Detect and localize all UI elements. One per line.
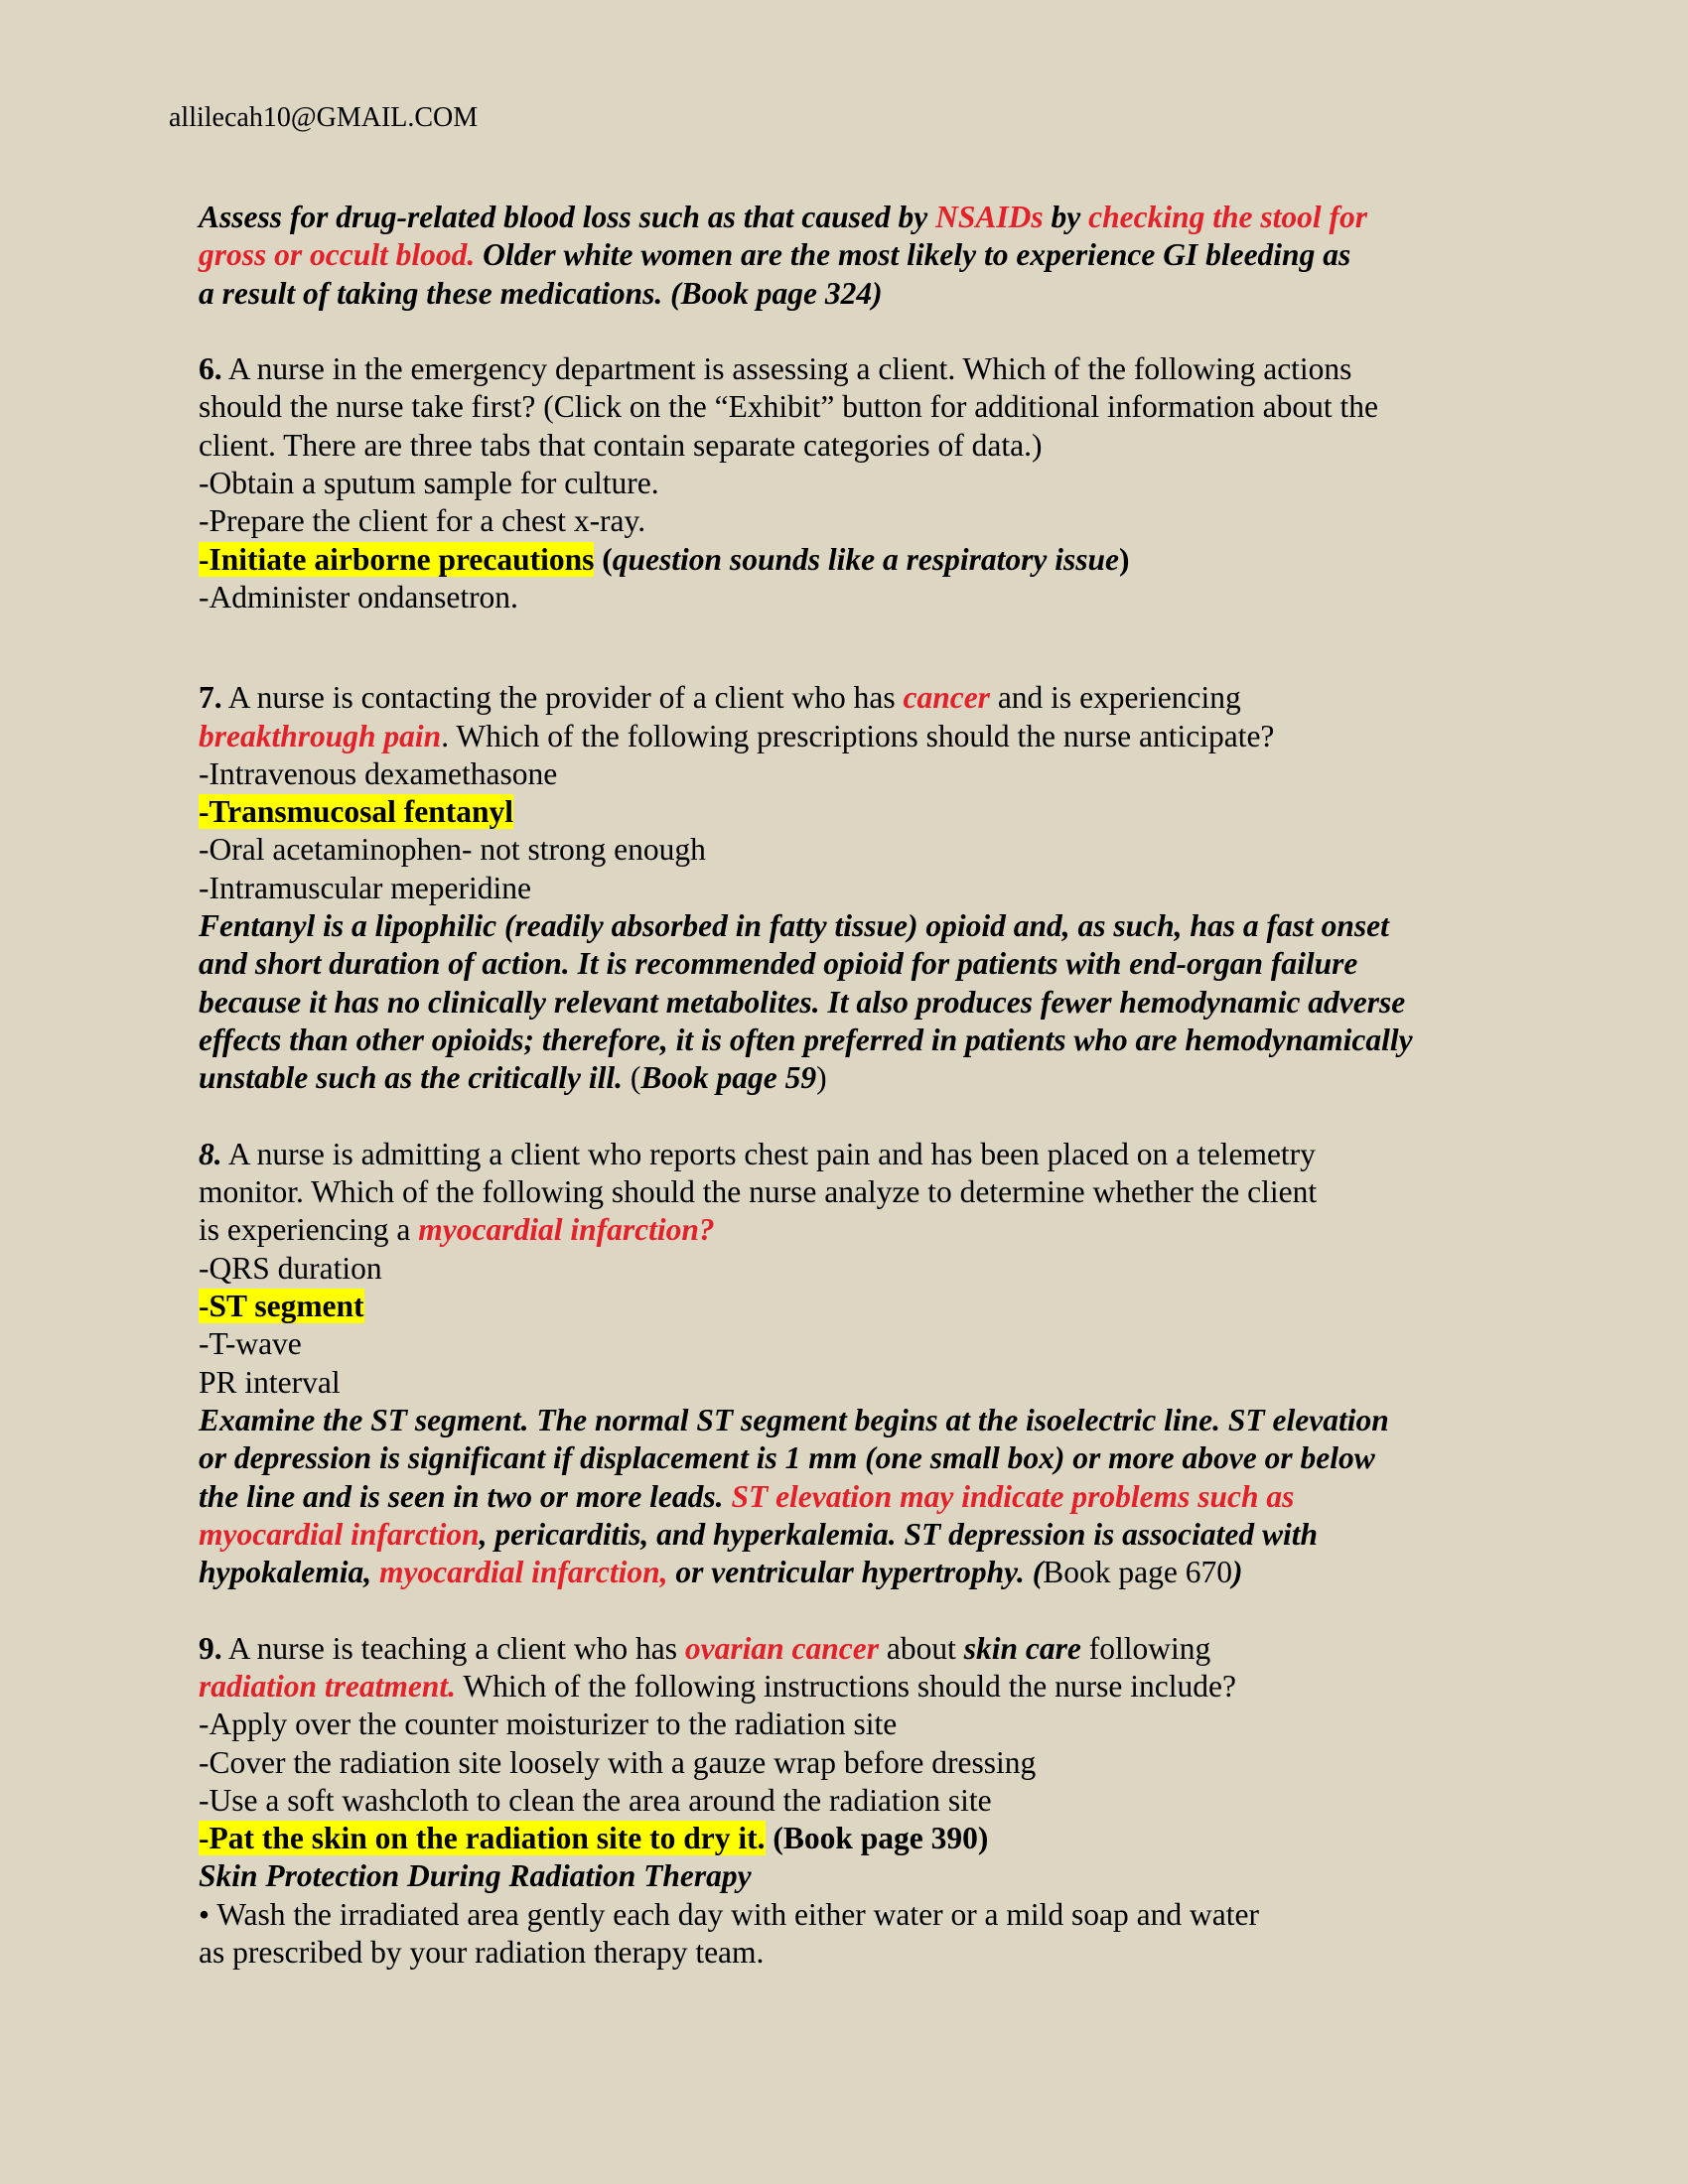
question-text: about <box>879 1630 964 1666</box>
note-paren: ) <box>1119 541 1130 577</box>
rationale-text: Fentanyl is a lipophilic (readily absorbed in fatty tissue) opioid and, as such, has a fast onset <box>199 908 1389 944</box>
book-reference: Book page 670 <box>1043 1555 1232 1590</box>
intro-emphasis: NSAIDs <box>935 200 1044 234</box>
intro-emphasis: checking the stool for <box>1088 200 1367 234</box>
answer-option: -Obtain a sputum sample for culture. <box>199 466 659 501</box>
rationale-paren: ) <box>1231 1555 1243 1590</box>
question-emphasis: breakthrough pain <box>199 718 442 753</box>
rationale-text: unstable such as the critically ill. <box>199 1060 624 1096</box>
answer-option: -Cover the radiation site loosely with a gauze wrap before dressing <box>199 1744 1037 1780</box>
question-emphasis: myocardial infarction? <box>418 1212 715 1248</box>
rationale-emphasis: myocardial infarction <box>199 1516 480 1552</box>
correct-answer-highlight: -Pat the skin on the radiation site to dry it. <box>199 1821 766 1856</box>
rationale-text: hypokalemia, <box>199 1555 379 1590</box>
intro-emphasis: gross or occult blood. <box>199 237 476 273</box>
note-paren: ( <box>594 541 613 577</box>
answer-note: question sounds like a respiratory issue <box>612 541 1119 577</box>
question-text: monitor. Which of the following should the nurse analyze to determine whether the client <box>199 1174 1318 1210</box>
question-number: 9. <box>199 1630 222 1666</box>
question-text: A nurse is contacting the provider of a client who has <box>221 680 904 716</box>
question-text: Which of the following instructions should the nurse include? <box>456 1668 1236 1704</box>
rationale-paren: ) <box>816 1060 827 1096</box>
question-text: A nurse is admitting a client who reports chest pain and has been placed on a telemetry <box>221 1136 1316 1171</box>
correct-answer-highlight: -Initiate airborne precautions <box>199 541 595 577</box>
answer-option: -Intramuscular meperidine <box>199 870 531 905</box>
question-emphasis: radiation treatment. <box>199 1668 457 1704</box>
question-text: A nurse is teaching a client who has <box>221 1630 685 1666</box>
question-number: 8. <box>199 1136 222 1171</box>
intro-text: Older white women are the most likely to experience GI bleeding as <box>475 237 1351 273</box>
answer-option: -Prepare the client for a chest x-ray. <box>199 503 646 539</box>
intro-text: Assess for drug-related blood loss such as that caused by <box>199 200 936 234</box>
rationale-text: effects than other opioids; therefore, it is often preferred in patients who are hemodynamically <box>199 1022 1413 1057</box>
intro-rationale <box>199 199 1519 313</box>
question-number: 6. <box>199 351 222 387</box>
question-6 <box>199 350 1519 616</box>
question-text: is experiencing a <box>199 1212 419 1248</box>
rationale-paren: ( <box>623 1060 641 1096</box>
question-text: and is experiencing <box>989 680 1241 716</box>
intro-text: by <box>1043 200 1089 234</box>
rationale-text: , pericarditis, and hyperkalemia. ST depression is associated with <box>479 1516 1319 1552</box>
question-number: 7. <box>199 680 222 716</box>
correct-answer-highlight: -Transmucosal fentanyl <box>199 794 514 830</box>
answer-option: -QRS duration <box>199 1250 382 1286</box>
rationale-emphasis: myocardial infarction, <box>379 1555 668 1590</box>
question-9 <box>199 1630 1519 1973</box>
question-text: . Which of the following prescriptions should the nurse anticipate? <box>441 718 1275 753</box>
question-text: following <box>1080 1630 1211 1666</box>
book-reference: Book page 59 <box>640 1060 817 1096</box>
answer-option: -Use a soft washcloth to clean the area around the radiation site <box>199 1782 992 1818</box>
intro-text: a result of taking these medications. (Book page 324) <box>199 275 883 311</box>
answer-option: -Apply over the counter moisturizer to the radiation site <box>199 1706 898 1742</box>
question-8 <box>199 1136 1519 1592</box>
question-emphasis: skin care <box>963 1630 1081 1666</box>
question-text: A nurse in the emergency department is assessing a client. Which of the following actions <box>221 351 1352 387</box>
rationale-text: or ventricular hypertrophy. ( <box>667 1555 1044 1590</box>
rationale-text: Examine the ST segment. The normal ST segment begins at the isoelectric line. ST elevation <box>199 1402 1389 1437</box>
bullet-text: as prescribed by your radiation therapy team. <box>199 1935 765 1971</box>
correct-answer-highlight: -ST segment <box>199 1289 364 1324</box>
rationale-text: and short duration of action. It is recommended opioid for patients with end-organ failure <box>199 946 1358 982</box>
rationale-text: or depression is significant if displacement is 1 mm (one small box) or more above or below <box>199 1440 1375 1476</box>
rationale-emphasis: ST elevation may indicate problems such as <box>731 1478 1295 1514</box>
question-7 <box>199 679 1519 1097</box>
section-heading: Skin Protection During Radiation Therapy <box>199 1858 752 1894</box>
book-reference: (Book page 390) <box>765 1821 989 1856</box>
question-emphasis: cancer <box>903 680 990 716</box>
answer-option: -Intravenous dexamethasone <box>199 755 558 791</box>
rationale-text: because it has no clinically relevant metabolites. It also produces fewer hemodynamic adverse <box>199 984 1406 1020</box>
question-text: client. There are three tabs that contain separate categories of data.) <box>199 427 1043 463</box>
answer-option: -Administer ondansetron. <box>199 579 518 614</box>
rationale-text: the line and is seen in two or more leads. <box>199 1478 732 1514</box>
bullet-text: • Wash the irradiated area gently each day with either water or a mild soap and water <box>199 1896 1259 1932</box>
answer-option: -T-wave <box>199 1326 302 1362</box>
question-emphasis: ovarian cancer <box>684 1630 880 1666</box>
header-email: allilecah10@GMAIL.COM <box>169 102 479 133</box>
document-body <box>199 199 1519 1972</box>
answer-option: PR interval <box>199 1364 341 1400</box>
answer-option: -Oral acetaminophen- not strong enough <box>199 832 706 868</box>
question-text: should the nurse take first? (Click on the “Exhibit” button for additional information about the <box>199 389 1378 425</box>
